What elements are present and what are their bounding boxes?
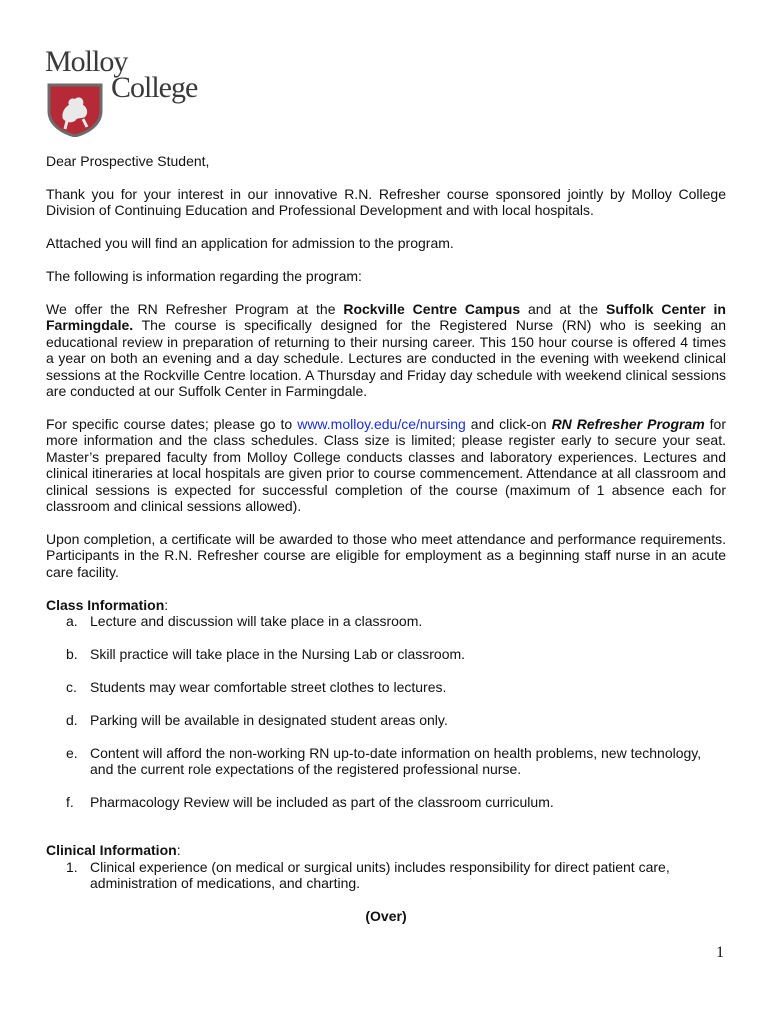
list-marker: d. [66, 711, 78, 728]
dates-text-2: and click-on [465, 415, 552, 432]
class-information-list [46, 613, 726, 810]
nursing-url-link[interactable]: www.molloy.edu/ce/nursing [297, 415, 466, 432]
list-item [46, 794, 726, 810]
class-information-colon: : [164, 596, 169, 613]
clinical-information-heading [46, 842, 726, 858]
suffolk-center-label: Suffolk Center in Farmingdale. [46, 301, 726, 334]
paragraph-following: The following is information regarding the program: [46, 268, 362, 285]
paragraph-offer [46, 301, 726, 399]
class-information-heading [46, 597, 726, 613]
rn-refresher-program-label: RN Refresher Program [551, 415, 705, 432]
list-item-text: Students may wear comfortable street clothes to lectures. [90, 678, 447, 695]
clinical-information-colon: : [176, 842, 181, 859]
list-item-text: Parking will be available in designated student areas only. [90, 711, 448, 728]
logo-text-college: College [111, 71, 198, 104]
clinical-information-title: Clinical Information [46, 842, 177, 859]
list-item [46, 646, 726, 662]
offer-text-2: and at the [520, 301, 607, 318]
dates-text-3: for more information and the class schedules. Class size is limited; please register early to secure your seat. Master’s prepared faculty from Molloy College conducts classes and laboratory experiences. Lectures and clinical itineraries at local hospitals are given prior to course commencement. Attendance at all classroom and clinical sessions is expected for successful completion of the course (maximum of 1 absence each for classroom and clinical sessions allowed). [46, 415, 727, 514]
list-item [46, 712, 726, 728]
list-marker: c. [66, 678, 77, 695]
paragraph-completion: Upon completion, a certificate will be awarded to those who meet attendance and performance requirements. Participants in the R.N. Refresher course are eligible for employment as a beginning staff nurse in an acute care facility. [46, 530, 726, 580]
list-item-text: Pharmacology Review will be included as part of the classroom curriculum. [90, 793, 554, 810]
clinical-information-list [46, 859, 726, 892]
logo-text-molloy: Molloy [45, 45, 128, 78]
list-item-text: Skill practice will take place in the Nursing Lab or classroom. [90, 645, 466, 662]
list-item [46, 745, 726, 778]
list-marker: f. [66, 793, 74, 810]
list-item-text: Lecture and discussion will take place in a classroom. [90, 613, 423, 630]
rockville-campus-label: Rockville Centre Campus [343, 301, 521, 318]
class-information-title: Class Information [46, 596, 165, 613]
paragraph-dates [46, 416, 726, 514]
molloy-college-logo [45, 45, 225, 137]
dates-text-1: For specific course dates; please go to [46, 415, 298, 432]
paragraph-thanks: Thank you for your interest in our innovative R.N. Refresher course sponsored jointly by Molloy College Division of Continuing Education and Professional Development and with local hospitals. [46, 185, 726, 219]
offer-text-3: The course is specifically designed for the Registered Nurse (RN) who is seeking an educational review in preparation of returning to their nursing career. This 150 hour course is offered 4 times a year on both an evening and a day schedule. Lectures are conducted in the evening with weekend clinical sessions at the Rockville Centre location. A Thursday and Friday day schedule with weekend clinical sessions are conducted at our Suffolk Center in Farmingdale. [46, 317, 726, 400]
offer-text-1: We offer the RN Refresher Program at the [46, 301, 344, 318]
list-item [46, 859, 726, 892]
list-item [46, 613, 726, 629]
over-note: (Over) [365, 907, 407, 924]
greeting: Dear Prospective Student, [46, 153, 210, 169]
list-marker: a. [66, 613, 78, 630]
page-number: 1 [716, 944, 724, 961]
crest-shield-icon [47, 83, 103, 137]
list-item-text: Clinical experience (on medical or surgical units) includes responsibility for direct patient care, administration of medications, and charting. [90, 858, 670, 892]
letter-body [46, 153, 726, 924]
list-item-text: Content will afford the non-working RN up-to-date information on health problems, new technology, and the current role expectations of the registered professional nurse. [90, 744, 702, 778]
list-item [46, 679, 726, 695]
list-marker: 1. [66, 858, 78, 875]
list-marker: e. [66, 744, 78, 761]
paragraph-attached: Attached you will find an application for admission to the program. [46, 235, 454, 252]
list-marker: b. [66, 645, 78, 662]
